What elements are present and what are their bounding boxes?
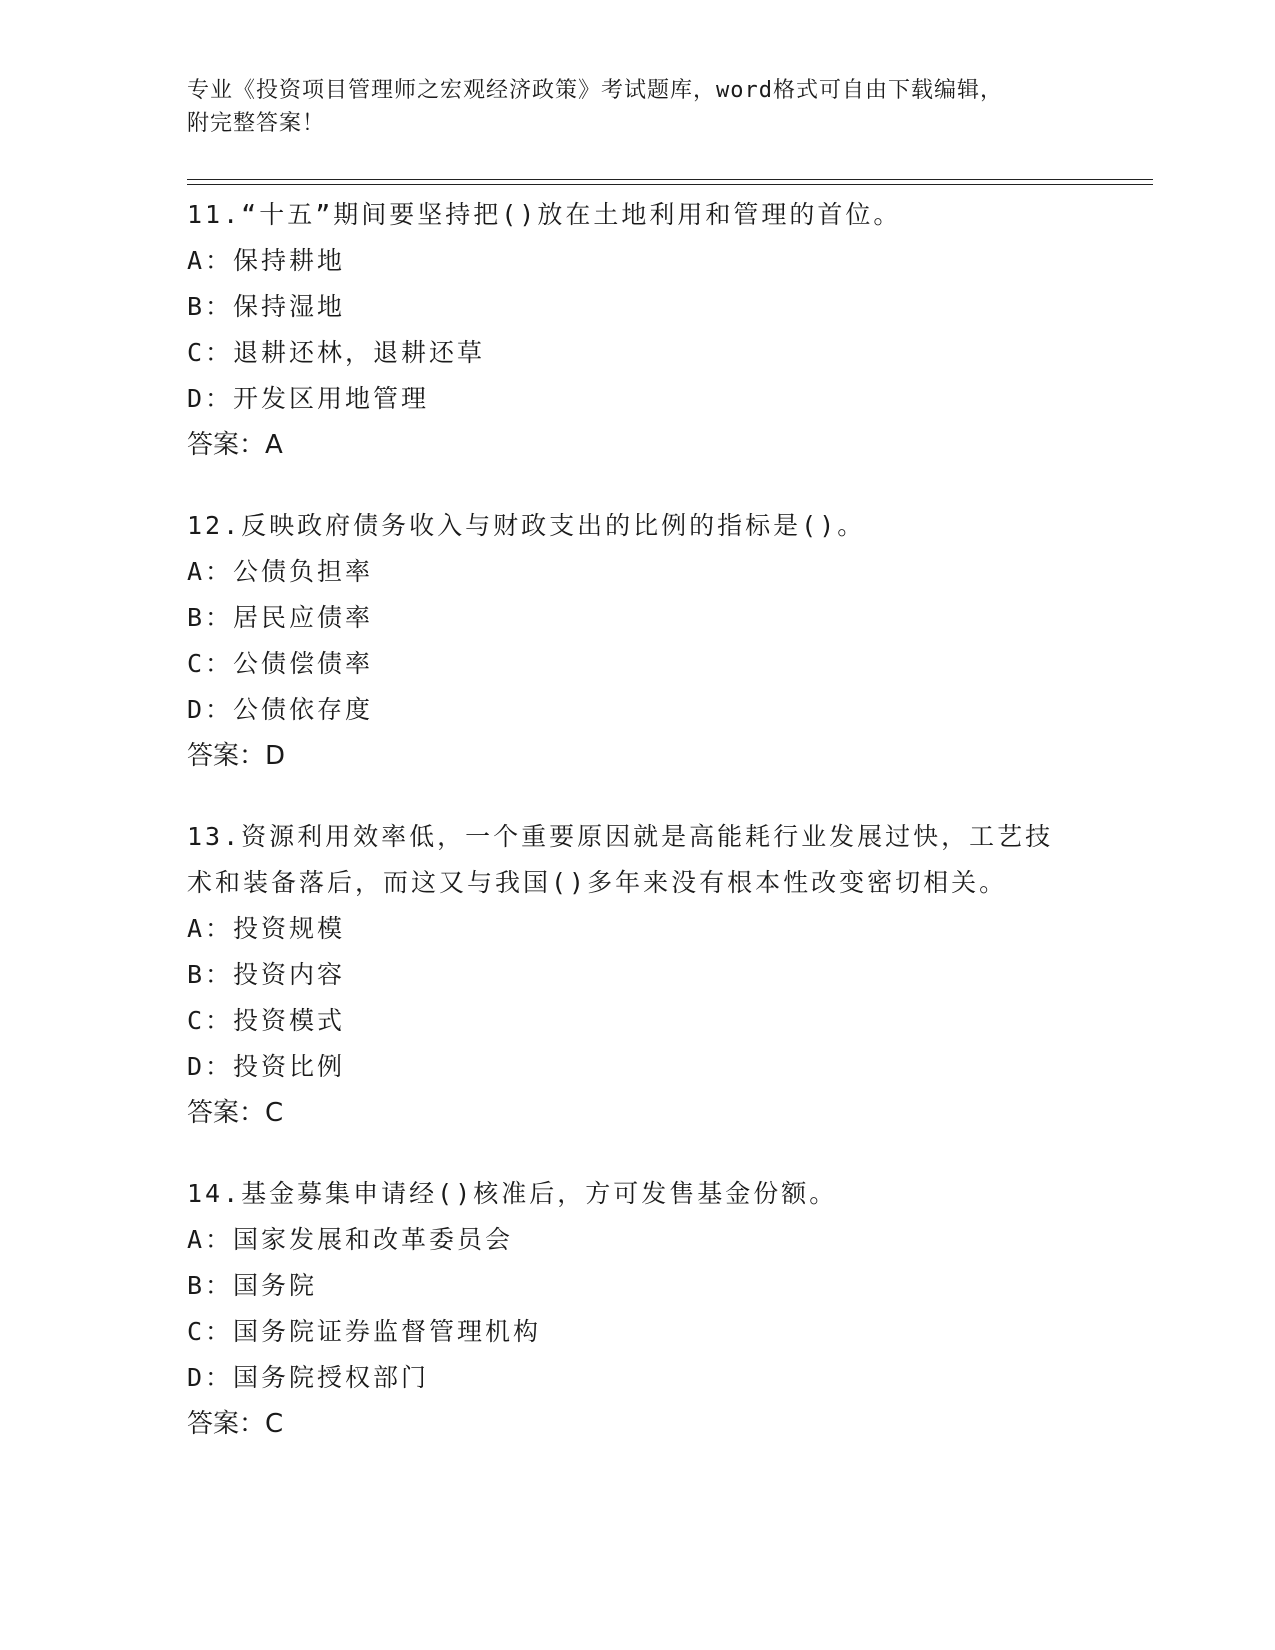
- question-stem: 12.反映政府债务收入与财政支出的比例的指标是()。: [187, 511, 866, 540]
- question-list: [187, 192, 1087, 1482]
- question-13: [187, 814, 1087, 1136]
- option-d: D：公债依存度: [187, 695, 374, 724]
- option-d: D：国务院授权部门: [187, 1363, 430, 1392]
- option-c: C：国务院证券监督管理机构: [187, 1317, 542, 1346]
- header-line-2: 附完整答案！: [187, 111, 326, 136]
- question-stem: 11.“十五”期间要坚持把()放在土地利用和管理的首位。: [187, 200, 902, 229]
- header-line-1: 专业《投资项目管理师之宏观经济政策》考试题库，word格式可自由下载编辑，: [187, 78, 1003, 103]
- answer-line: 答案：C: [187, 1098, 284, 1128]
- option-b: B：居民应债率: [187, 603, 374, 632]
- option-c: C：投资模式: [187, 1006, 346, 1035]
- option-d: D：开发区用地管理: [187, 384, 430, 413]
- option-a: A：国家发展和改革委员会: [187, 1225, 514, 1254]
- header-divider-bottom: [187, 184, 1153, 185]
- option-b: B：保持湿地: [187, 292, 346, 321]
- question-stem: 14.基金募集申请经()核准后，方可发售基金份额。: [187, 1179, 838, 1208]
- document-header: [187, 74, 1087, 140]
- question-11: [187, 192, 1087, 468]
- header-divider-top: [187, 179, 1153, 180]
- option-c: C：退耕还林，退耕还草: [187, 338, 486, 367]
- option-a: A：投资规模: [187, 914, 346, 943]
- answer-line: 答案：C: [187, 1409, 284, 1439]
- answer-line: 答案：D: [187, 741, 286, 771]
- answer-line: 答案：A: [187, 430, 283, 460]
- question-14: [187, 1171, 1087, 1447]
- option-b: B：国务院: [187, 1271, 318, 1300]
- question-12: [187, 503, 1087, 779]
- option-c: C：公债偿债率: [187, 649, 374, 678]
- question-stem-line-2: 术和装备落后，而这又与我国()多年来没有根本性改变密切相关。: [187, 868, 1008, 897]
- option-d: D：投资比例: [187, 1052, 346, 1081]
- option-a: A：公债负担率: [187, 557, 374, 586]
- question-stem-line-1: 13.资源利用效率低，一个重要原因就是高能耗行业发展过快，工艺技: [187, 822, 1054, 851]
- option-a: A：保持耕地: [187, 246, 346, 275]
- option-b: B：投资内容: [187, 960, 346, 989]
